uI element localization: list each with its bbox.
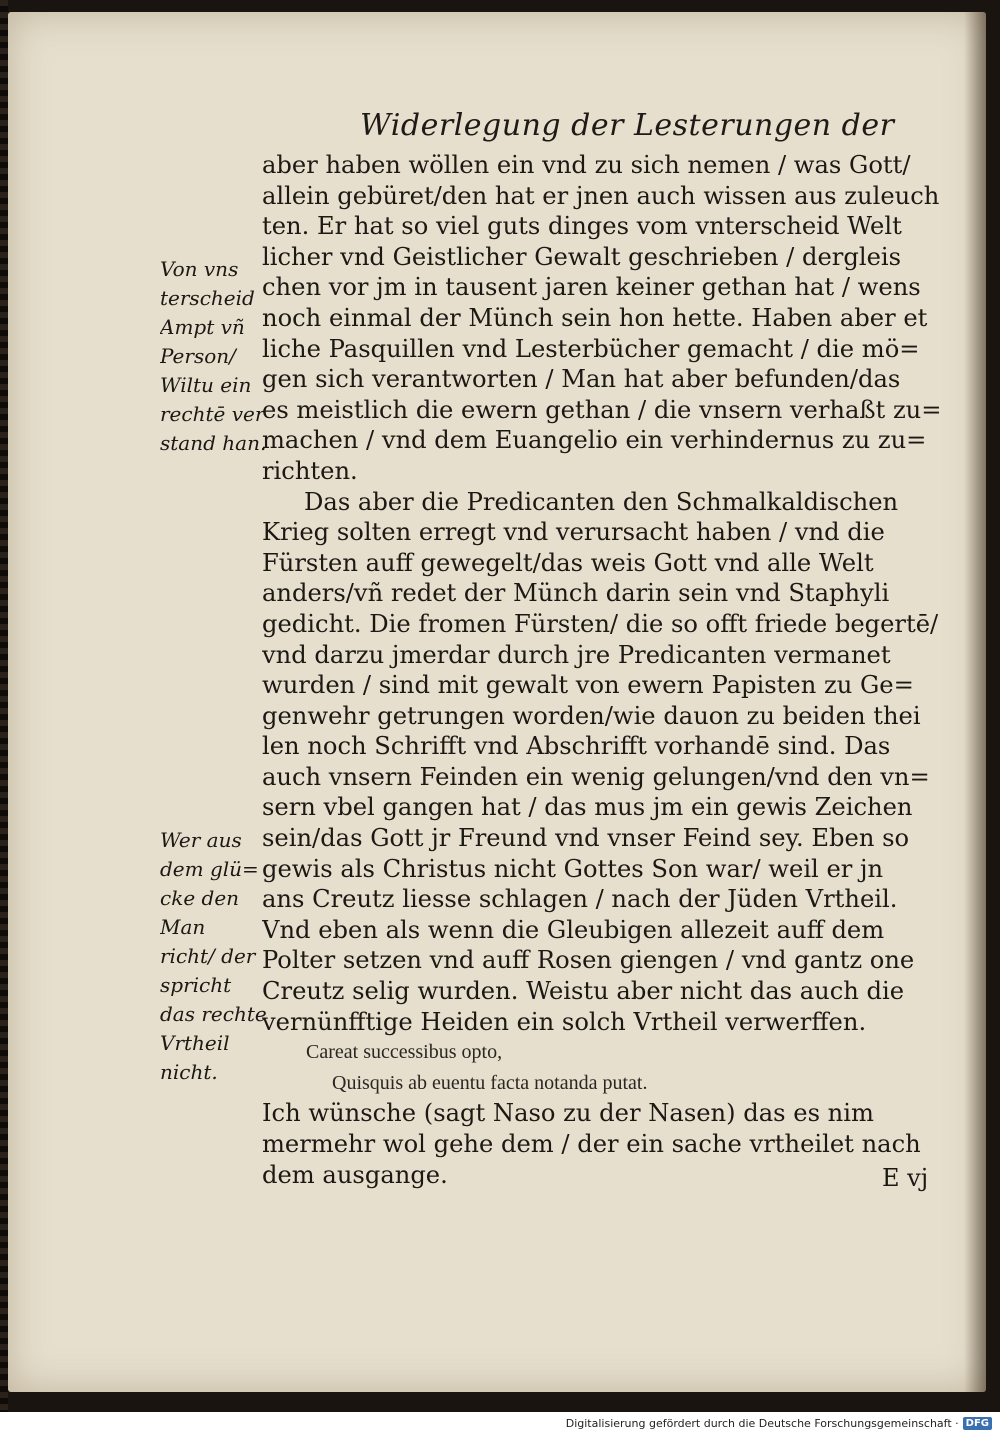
- margin-note-line: spricht: [160, 973, 232, 997]
- text-line: gen sich verantworten / Man hat aber befunden/das: [262, 365, 901, 394]
- text-line: genwehr getrungen worden/wie dauon zu beiden thei: [262, 701, 921, 730]
- signature-mark: E vj: [882, 1164, 929, 1192]
- margin-note-2: [160, 826, 268, 1087]
- margin-note-line: terscheid: [160, 286, 255, 310]
- main-text-block: [262, 150, 952, 1190]
- page-edge-shadow: [964, 12, 986, 1392]
- text-line: mermehr wol gehe dem / der ein sache vrtheilet nach: [262, 1130, 921, 1158]
- text-line: chen vor jm in tausent jaren keiner gethan hat / wens: [262, 273, 921, 302]
- latin-quote-line: Quisquis ab euentu facta notanda putat.: [332, 1071, 648, 1094]
- text-line: sein/das Gott jr Freund vnd vnser Feind sey. Eben so: [262, 824, 910, 853]
- text-line: wurden / sind mit gewalt von ewern Papisten zu Ge=: [262, 671, 914, 700]
- text-line: ans Creutz liesse schlagen / nach der Jüden Vrtheil.: [262, 885, 898, 914]
- text-line: ten. Er hat so viel guts dinges vom vnterscheid Welt: [262, 212, 902, 241]
- text-line: gedicht. Die fromen Fürsten/ die so offt friede begertē/: [262, 609, 939, 638]
- running-head: Widerlegung der Lesterungen der: [360, 108, 895, 143]
- margin-note-line: Man: [160, 915, 206, 939]
- text-line: Polter setzen vnd auff Rosen giengen / vnd gantz one: [262, 946, 915, 975]
- text-line: sern vbel gangen hat / das mus jm ein gewis Zeichen: [262, 793, 913, 822]
- margin-note-line: Vrtheil: [160, 1031, 230, 1055]
- margin-note-line: stand han.: [160, 431, 267, 455]
- text-line: Creutz selig wurden. Weistu aber nicht das auch die: [262, 977, 905, 1006]
- margin-note-line: Person/: [160, 344, 236, 368]
- margin-note-line: dem glü=: [160, 857, 259, 881]
- margin-note-line: richt/ der: [160, 944, 256, 968]
- text-line: noch einmal der Münch sein hon hette. Haben aber et: [262, 303, 928, 332]
- margin-note-line: cke den: [160, 886, 240, 910]
- margin-note-line: nicht.: [160, 1060, 218, 1084]
- footer-text: Digitalisierung gefördert durch die Deutsche Forschungsgemeinschaft ·: [565, 1416, 959, 1430]
- text-line: liche Pasquillen vnd Lesterbücher gemacht / die mö=: [262, 334, 920, 363]
- margin-note-line: Von vns: [160, 257, 239, 281]
- dfg-logo: DFG: [963, 1417, 992, 1430]
- text-line: Das aber die Predicanten den Schmalkaldischen: [304, 487, 899, 516]
- text-line: Ich wünsche (sagt Naso zu der Nasen) das es nim: [262, 1099, 874, 1128]
- margin-note-line: das rechte: [160, 1002, 267, 1026]
- latin-quote-line: Careat successibus opto,: [306, 1041, 503, 1064]
- text-line: es meistlich die ewern gethan / die vnsern verhaßt zu=: [262, 395, 942, 424]
- text-line: anders/vñ redet der Münch darin sein vnd Staphyli: [262, 579, 890, 608]
- text-line: gewis als Christus nicht Gottes Son war/ weil er jn: [262, 854, 884, 883]
- text-line: allein gebüret/den hat er jnen auch wissen aus zuleuch: [262, 181, 940, 210]
- text-line: richten.: [262, 456, 358, 485]
- text-line: aber haben wöllen ein vnd zu sich nemen / was Gott/: [262, 151, 911, 179]
- margin-note-line: rechtē ver: [160, 402, 265, 426]
- book-spine: [0, 0, 8, 1412]
- text-line: Vnd eben als wenn die Gleubigen allezeit auff dem: [262, 915, 885, 944]
- text-line: dem ausgange.: [262, 1160, 448, 1189]
- margin-note-line: Ampt vñ: [160, 315, 245, 339]
- text-line: len noch Schrifft vnd Abschrifft vorhandē sind. Das: [262, 732, 891, 761]
- margin-note-line: Wer aus: [160, 828, 242, 852]
- text-line: licher vnd Geistlicher Gewalt geschrieben / dergleis: [262, 242, 902, 271]
- margin-note-1: [160, 255, 268, 458]
- digitization-footer: [566, 1413, 992, 1433]
- text-line: machen / vnd dem Euangelio ein verhindernus zu zu=: [262, 426, 927, 455]
- text-line: Fürsten auff gewegelt/das weis Gott vnd alle Welt: [262, 548, 874, 577]
- text-line: Krieg solten erregt vnd verursacht haben / vnd die: [262, 518, 885, 547]
- text-line: vnd darzu jmerdar durch jre Predicanten vermanet: [262, 640, 891, 669]
- text-line: vernünfftige Heiden ein solch Vrtheil verwerffen.: [262, 1007, 867, 1036]
- margin-note-line: Wiltu ein: [160, 373, 252, 397]
- text-line: auch vnsern Feinden ein wenig gelungen/vnd den vn=: [262, 762, 930, 791]
